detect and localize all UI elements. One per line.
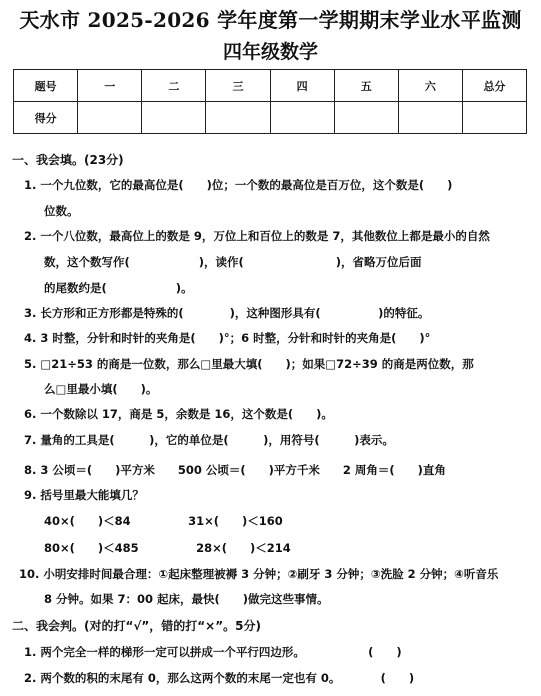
q6-line: 6. 一个数除以 17，商是 5，余数是 16，这个数是( )。 [24,407,333,421]
q5-line2: 么□里最小填( )。 [44,382,158,396]
q5-line1: 5. □21÷53 的商是一位数，那么□里最大填( )；如果□72÷39 的商是两位数，那 [24,357,474,371]
score-cell [334,102,398,134]
score-cell [142,102,206,134]
score-header-cell: 题号 [14,70,78,102]
score-table-score-row [14,102,527,134]
q2-line2: 数，这个数写作( )，读作( )，省略万位后面 [44,255,422,269]
q1-line2: 位数。 [44,204,79,218]
score-cell [462,102,526,134]
score-header-cell: 六 [398,70,462,102]
score-cell [270,102,334,134]
section2-heading: 二、我会判。(对的打“√”，错的打“×”。5分) [12,619,261,633]
score-cell [206,102,270,134]
judge-q2-line: 2. 两个数的积的末尾有 0，那么这两个数的末尾一定也有 0。 ( ) [24,671,415,685]
score-header-cell: 二 [142,70,206,102]
score-cell [78,102,142,134]
q3-line: 3. 长方形和正方形都是特殊的( )，这种图形具有( )的特征。 [24,306,430,320]
exam-title: 天水市 2025-2026 学年度第一学期期末学业水平监测 [19,8,522,32]
score-table [13,69,527,134]
q4-line: 4. 3 时整，分针和时针的夹角是( )°；6 时整，分针和时针的夹角是( )° [24,331,431,345]
score-header-cell: 总分 [462,70,526,102]
q2-line1: 2. 一个八位数，最高位上的数是 9，万位上和百位上的数是 7，其他数位上都是最小的自然 [24,229,490,243]
score-row-label: 得分 [14,102,78,134]
score-header-cell: 四 [270,70,334,102]
score-cell [398,102,462,134]
judge-q1-line: 1. 两个完全一样的梯形一定可以拼成一个平行四边形。 ( ) [24,645,402,659]
q10-line2: 8 分钟。如果 7：00 起床，最快( )做完这些事情。 [44,592,329,606]
score-header-cell: 五 [334,70,398,102]
q9-row1: 40×( )＜84 31×( )＜160 [44,514,283,528]
q10-line1: 10. 小明安排时间最合理：①起床整理被褥 3 分钟；②刷牙 3 分钟；③洗脸 2 分钟；④听音乐 [19,567,499,581]
exam-subtitle: 四年级数学 [222,41,318,63]
score-header-cell: 三 [206,70,270,102]
q1-line1: 1. 一个九位数，它的最高位是( )位；一个数的最高位是百万位，这个数是( ) [24,178,453,192]
score-header-cell: 一 [78,70,142,102]
q9-row2: 80×( )＜485 28×( )＜214 [44,541,291,555]
q7-line: 7. 量角的工具是( )，它的单位是( )，用符号( )表示。 [24,433,394,447]
q8-line: 8. 3 公顷＝( )平方米 500 公顷＝( )平方千米 2 周角＝( )直角 [24,463,446,477]
q9-heading: 9. 括号里最大能填几？ [24,488,144,502]
score-table-header-row [14,70,527,102]
q2-line3: 的尾数约是( )。 [44,281,193,295]
section1-heading: 一、我会填。(23分) [12,153,124,167]
